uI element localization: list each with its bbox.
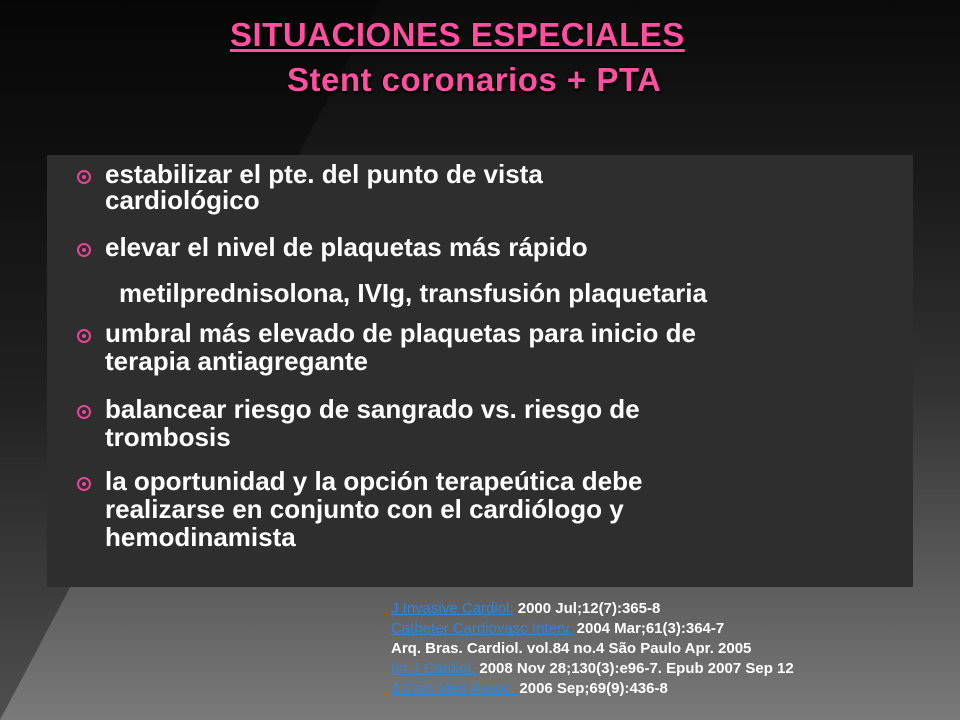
- sub-text: metilprednisolona, IVIg, transfusión plaquetaria: [119, 278, 707, 308]
- reference-link[interactable]: J Chin Med Assoc.: [391, 680, 516, 697]
- bullet-text: estabilizar el pte. del punto de vista: [105, 159, 543, 189]
- reference-detail: 2006 Sep;69(9):436-8: [515, 680, 668, 697]
- bullet-text: elevar el nivel de plaquetas más rápido: [105, 232, 588, 262]
- reference-line: [391, 599, 951, 619]
- title-line-1: SITUACIONES ESPECIALES: [230, 16, 685, 53]
- reference-detail: 2008 Nov 28;130(3):e96-7. Epub 2007 Sep 12: [475, 660, 794, 677]
- reference-line: [391, 679, 951, 699]
- bullet-text: realizarse en conjunto con el cardiólogo y: [105, 494, 624, 524]
- bullet-text: hemodinamista: [105, 522, 296, 552]
- circled-dot-bullet-icon: [77, 243, 91, 257]
- title-line-2: Stent coronarios + PTA: [287, 61, 662, 98]
- content-box: [47, 155, 913, 587]
- bullet-text: terapia antiagregante: [105, 346, 368, 376]
- reference-line: [391, 619, 951, 639]
- reference-line: [391, 659, 951, 679]
- reference-line: [391, 639, 951, 659]
- circled-dot-bullet-icon: [77, 170, 91, 184]
- circled-dot-bullet-icon: [77, 405, 91, 419]
- circled-dot-bullet-icon: [77, 329, 91, 343]
- reference-detail: 2004 Mar;61(3):364-7: [572, 620, 725, 637]
- reference-link[interactable]: J Invasive Cardiol.: [391, 600, 514, 617]
- bullet-text: balancear riesgo de sangrado vs. riesgo de: [105, 394, 640, 424]
- references: [391, 599, 951, 699]
- reference-link[interactable]: Int J Cardiol.: [391, 660, 476, 677]
- reference-detail: Arq. Bras. Cardiol. vol.84 no.4 São Paulo Apr. 2005: [391, 640, 752, 657]
- circled-dot-bullet-icon: [77, 477, 91, 491]
- bullet-text: cardiológico: [105, 185, 260, 215]
- bullet-text: trombosis: [105, 422, 231, 452]
- bullet-text: la oportunidad y la opción terapeútica debe: [105, 466, 643, 496]
- reference-detail: 2000 Jul;12(7):365-8: [513, 600, 661, 617]
- reference-link[interactable]: Catheter Cardiovasc Interv.: [391, 620, 573, 637]
- bullet-text: umbral más elevado de plaquetas para inicio de: [105, 318, 696, 348]
